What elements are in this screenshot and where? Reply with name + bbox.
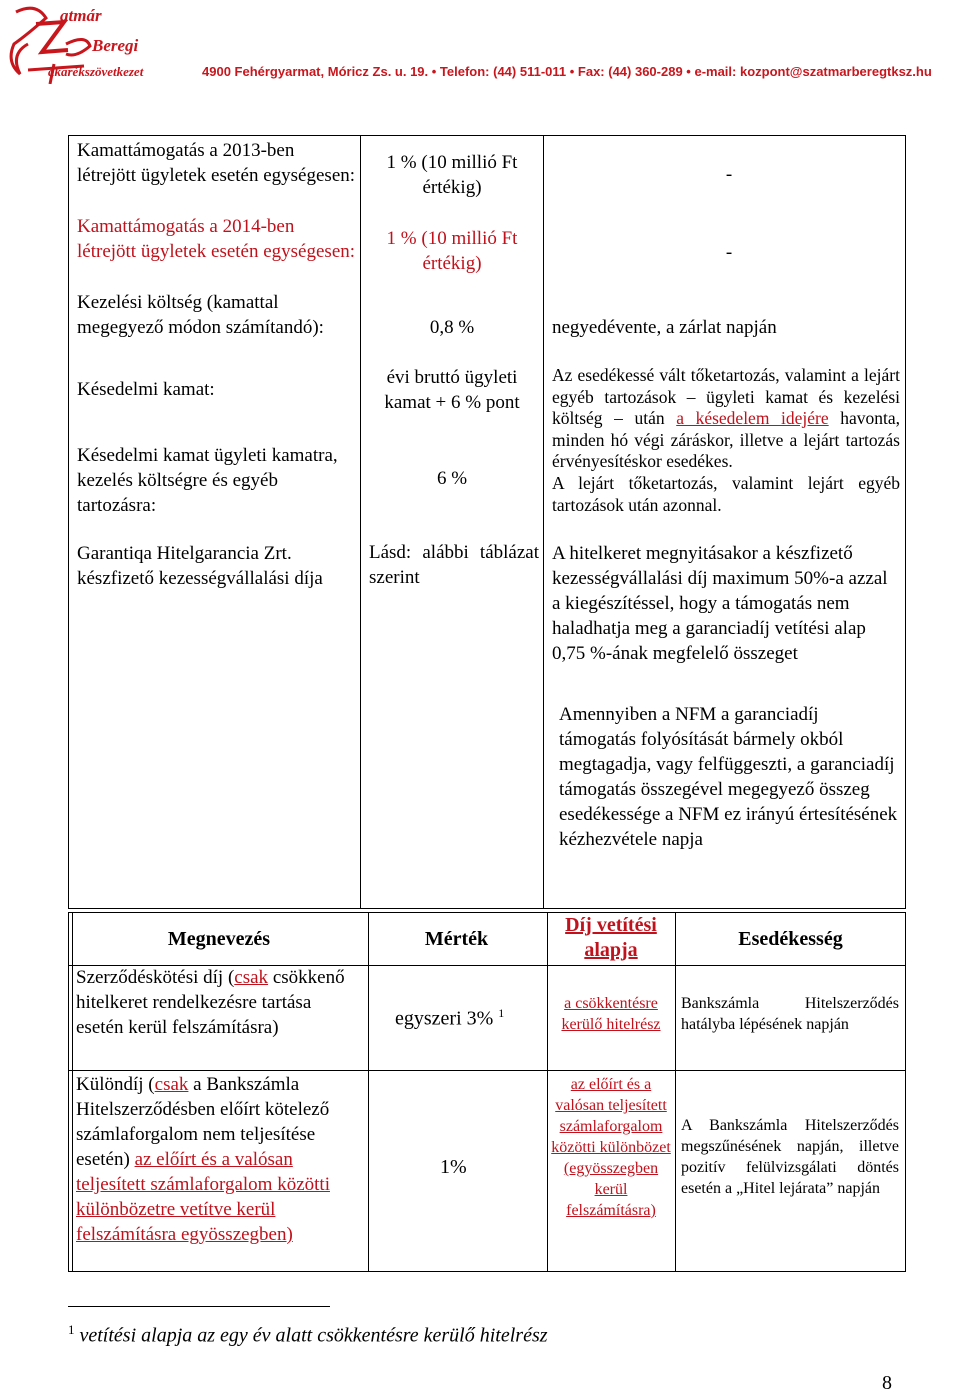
rate-value: 0,8 % — [429, 317, 475, 338]
page-number: 8 — [882, 1372, 892, 1394]
row2-rate: 1% — [440, 1156, 467, 1178]
late-text-part: A lejárt tőketartozás, valamint lejárt egyéb tartozások után azonnal. — [552, 472, 900, 515]
table-divider — [368, 913, 369, 1271]
footnote — [68, 1322, 548, 1348]
late-text-red: a késedelem idejére — [676, 408, 829, 429]
due-value: - — [725, 164, 733, 185]
footnote-number: 1 — [68, 1322, 75, 1337]
garantiqa-text-2: Amennyiben a NFM a garanciadíj támogatás folyósítását bármely okból megtagadja, vagy felfüggeszti, a garanciadíj támogatás összegével megegyező összeg esedékessége a NFM ez irányú értesítésének kézhezvétele napja — [559, 704, 898, 850]
garantiqa-text: A hitelkeret megnyitásakor a készfizető kezességvállalási díj maximum 50%-a azzal a kiegészítéssel, hogy a támogatás nem haladhatja meg a garanciadíj vetítési alap 0,75 %-ának megfelelő összeget — [552, 543, 888, 664]
logo-text-satmar: atmár — [60, 6, 102, 25]
table-divider — [360, 136, 361, 908]
text-part-red: csak — [234, 967, 269, 988]
logo-text-takarekszovetkezet: akarékszövetkezet — [48, 64, 144, 79]
table-divider — [69, 1070, 905, 1071]
row2-name — [76, 1072, 361, 1247]
header-due: Esedékesség — [738, 928, 843, 950]
rate-value: Lásd: alábbi táblázat szerint — [369, 542, 539, 588]
row1-base: a csökkentésre kerülő hitelrész — [561, 995, 661, 1033]
rate-value: évi bruttó ügyleti kamat + 6 % pont — [384, 367, 520, 413]
text-part: a Bankszámla Hitelszerződésben előírt kötelező számlaforgalom nem teljesítése esetén) — [76, 1074, 330, 1170]
table-divider — [543, 136, 544, 908]
footnote-separator — [68, 1306, 330, 1307]
row1-due: Bankszámla Hitelszerződés hatályba lépésének napján — [681, 995, 899, 1033]
footnote-mark: 1 — [498, 1006, 505, 1020]
row2-due: A Bankszámla Hitelszerződés megszűnésének napján, illetve pozitív felülvizsgálati döntés esetén a „Hitel lejárata” napján — [681, 1117, 899, 1197]
rate-value: 1 % (10 millió Ft értékig) — [386, 152, 518, 198]
table-divider — [547, 913, 548, 1271]
row-label: Garantiqa Hitelgarancia Zrt. készfizető kezességvállalási díja — [77, 543, 323, 589]
table-divider — [72, 913, 73, 1271]
text-part: Szerződéskötési díj ( — [76, 967, 235, 988]
late-text-part: Az esedékessé vált tőketartozás, valamint a lejárt egyéb tartozások – ügyleti kamat és kezelési költség – után — [552, 365, 900, 429]
row-label: Késedelmi kamat ügyleti kamatra, kezelés költségre és egyéb tartozásra: — [77, 445, 338, 516]
row1-rate — [395, 1001, 504, 1032]
table-divider — [675, 913, 676, 1271]
rate-text: egyszeri 3% — [395, 1007, 494, 1030]
rate-value: 1 % (10 millió Ft értékig) — [386, 228, 518, 274]
due-value: negyedévente, a zárlat napján — [552, 317, 777, 338]
row1-name — [76, 965, 361, 1040]
row-label: Késedelmi kamat: — [77, 379, 215, 400]
header-rate: Mérték — [424, 928, 489, 950]
late-interest-text — [552, 365, 900, 516]
text-part: csökkenő hitelkeret rendelkezésre tartása esetén kerül felszámításra) — [76, 967, 345, 1038]
due-value: - — [725, 242, 733, 263]
header-name: Megnevezés — [167, 928, 271, 950]
row-label: Kezelési költség (kamattal megegyező módon számítandó): — [77, 292, 324, 338]
footnote-text: vetítési alapja az egy év alatt csökkentésre kerülő hitelrész — [79, 1324, 548, 1347]
header-base: Díj vetítési alapja — [565, 914, 657, 961]
text-part-red: csak — [154, 1074, 189, 1095]
row-label: Kamattámogatás a 2014-ben létrejött ügyletek esetén egységesen: — [77, 216, 356, 262]
rate-value: 6 % — [436, 468, 468, 489]
logo-text-beregi: Beregi — [92, 36, 139, 55]
row-label: Kamattámogatás a 2013-ben létrejött ügyletek esetén egységesen: — [77, 140, 356, 186]
text-part: Különdíj ( — [76, 1074, 155, 1095]
row2-base: az előírt és a valósan teljesített számlaforgalom közötti különbözet (egyösszegben kerül felszámításra) — [551, 1076, 671, 1219]
header-contact-line: 4900 Fehérgyarmat, Móricz Zs. u. 19. • Telefon: (44) 511-011 • Fax: (44) 360-289 • e-mail: kozpont@szatmarberegtksz.hu — [202, 64, 932, 79]
text-part-red: az előírt és a valósan teljesített számlaforgalom közötti különbözetre vetítve kerül felszámításra egyösszegben) — [76, 1149, 330, 1245]
late-text-part: havonta, minden hó végi záráskor, illetve a lejárt tartozás érvényesítéskor esedékes. — [552, 408, 901, 472]
